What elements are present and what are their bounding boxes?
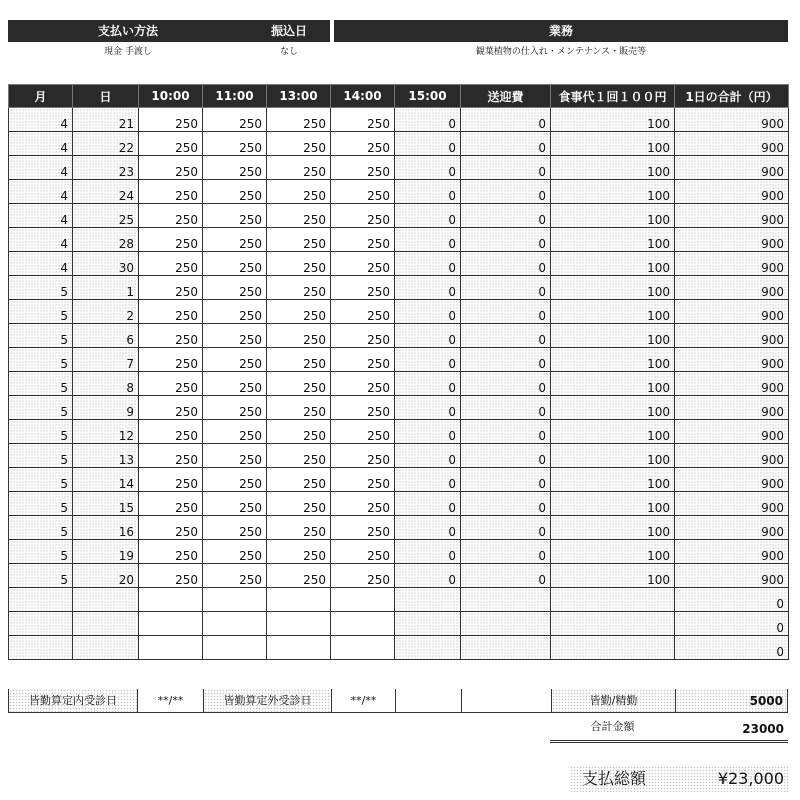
cell-slot-1400: 250 bbox=[331, 540, 395, 564]
cell-slot-1500: 0 bbox=[395, 564, 461, 588]
inside-visit-label: 皆勤算定内受診日 bbox=[8, 689, 138, 713]
cell-daily-total: 900 bbox=[675, 540, 789, 564]
footer-blank-cell bbox=[462, 689, 552, 713]
cell-slot-1300: 250 bbox=[267, 252, 331, 276]
cell-slot-1400: 250 bbox=[331, 396, 395, 420]
cell-slot-1300: 250 bbox=[267, 228, 331, 252]
cell-slot-1400: 250 bbox=[331, 420, 395, 444]
cell-slot-1000: 250 bbox=[139, 324, 203, 348]
cell-day: 14 bbox=[73, 468, 139, 492]
footer-blank-cell bbox=[396, 689, 462, 713]
bonus-label: 皆勤/精勤 bbox=[552, 689, 676, 713]
transfer-day-value: なし bbox=[279, 47, 298, 57]
cell-meal-fee: 100 bbox=[551, 300, 675, 324]
cell-slot-1500: 0 bbox=[395, 324, 461, 348]
table-row bbox=[9, 180, 789, 204]
cell-slot-1100: 250 bbox=[203, 492, 267, 516]
table-row bbox=[9, 420, 789, 444]
cell-slot-1000 bbox=[139, 612, 203, 636]
cell-daily-total: 900 bbox=[675, 348, 789, 372]
cell-transport-fee: 0 bbox=[461, 492, 551, 516]
cell-month: 5 bbox=[9, 372, 73, 396]
cell-slot-1100: 250 bbox=[203, 132, 267, 156]
cell-slot-1000: 250 bbox=[139, 372, 203, 396]
table-row bbox=[9, 348, 789, 372]
column-header-month: 月 bbox=[9, 85, 73, 108]
cell-day: 28 bbox=[73, 228, 139, 252]
cell-day: 1 bbox=[73, 276, 139, 300]
cell-slot-1400 bbox=[331, 588, 395, 612]
cell-slot-1100: 250 bbox=[203, 228, 267, 252]
cell-meal-fee: 100 bbox=[551, 468, 675, 492]
cell-month: 4 bbox=[9, 204, 73, 228]
table-row bbox=[9, 324, 789, 348]
table-row bbox=[9, 636, 789, 660]
cell-daily-total: 900 bbox=[675, 276, 789, 300]
cell-slot-1500: 0 bbox=[395, 444, 461, 468]
cell-daily-total: 900 bbox=[675, 156, 789, 180]
cell-month: 4 bbox=[9, 180, 73, 204]
cell-day: 15 bbox=[73, 492, 139, 516]
cell-slot-1500: 0 bbox=[395, 468, 461, 492]
cell-meal-fee bbox=[551, 588, 675, 612]
cell-slot-1100: 250 bbox=[203, 300, 267, 324]
cell-meal-fee: 100 bbox=[551, 276, 675, 300]
cell-slot-1000: 250 bbox=[139, 156, 203, 180]
cell-slot-1400: 250 bbox=[331, 132, 395, 156]
cell-slot-1300: 250 bbox=[267, 180, 331, 204]
cell-daily-total: 900 bbox=[675, 204, 789, 228]
cell-month bbox=[9, 636, 73, 660]
cell-transport-fee: 0 bbox=[461, 444, 551, 468]
cell-slot-1400: 250 bbox=[331, 156, 395, 180]
table-header-row bbox=[9, 85, 789, 108]
cell-transport-fee: 0 bbox=[461, 564, 551, 588]
cell-slot-1300: 250 bbox=[267, 108, 331, 132]
cell-slot-1300: 250 bbox=[267, 492, 331, 516]
cell-daily-total: 900 bbox=[675, 228, 789, 252]
cell-meal-fee: 100 bbox=[551, 396, 675, 420]
cell-month: 5 bbox=[9, 324, 73, 348]
cell-meal-fee bbox=[551, 612, 675, 636]
cell-day: 30 bbox=[73, 252, 139, 276]
outside-visit-label: 皆勤算定外受診日 bbox=[204, 689, 332, 713]
cell-slot-1300 bbox=[267, 612, 331, 636]
cell-slot-1400: 250 bbox=[331, 468, 395, 492]
cell-day: 16 bbox=[73, 516, 139, 540]
cell-transport-fee: 0 bbox=[461, 276, 551, 300]
cell-slot-1100: 250 bbox=[203, 444, 267, 468]
column-header-slot-1000: 10:00 bbox=[139, 85, 203, 108]
cell-transport-fee: 0 bbox=[461, 300, 551, 324]
table-row bbox=[9, 540, 789, 564]
cell-slot-1400: 250 bbox=[331, 180, 395, 204]
cell-slot-1000: 250 bbox=[139, 492, 203, 516]
cell-slot-1500: 0 bbox=[395, 540, 461, 564]
cell-slot-1100 bbox=[203, 588, 267, 612]
column-header-slot-1500: 15:00 bbox=[395, 85, 461, 108]
table-row bbox=[9, 132, 789, 156]
column-header-transport-fee: 送迎費 bbox=[461, 85, 551, 108]
cell-slot-1400: 250 bbox=[331, 444, 395, 468]
cell-slot-1300: 250 bbox=[267, 276, 331, 300]
cell-slot-1100 bbox=[203, 636, 267, 660]
cell-slot-1300: 250 bbox=[267, 156, 331, 180]
cell-daily-total: 900 bbox=[675, 132, 789, 156]
cell-slot-1000: 250 bbox=[139, 396, 203, 420]
cell-slot-1100: 250 bbox=[203, 204, 267, 228]
cell-slot-1000: 250 bbox=[139, 468, 203, 492]
cell-daily-total: 900 bbox=[675, 108, 789, 132]
cell-meal-fee: 100 bbox=[551, 108, 675, 132]
cell-day bbox=[73, 612, 139, 636]
cell-slot-1000: 250 bbox=[139, 348, 203, 372]
cell-meal-fee: 100 bbox=[551, 516, 675, 540]
cell-slot-1000: 250 bbox=[139, 204, 203, 228]
inside-visit-value: **/** bbox=[138, 689, 204, 713]
table-row bbox=[9, 372, 789, 396]
cell-slot-1300: 250 bbox=[267, 540, 331, 564]
cell-month: 4 bbox=[9, 252, 73, 276]
cell-month: 5 bbox=[9, 516, 73, 540]
table-row bbox=[9, 396, 789, 420]
cell-slot-1500: 0 bbox=[395, 108, 461, 132]
table-row bbox=[9, 228, 789, 252]
cell-daily-total: 900 bbox=[675, 396, 789, 420]
column-header-slot-1100: 11:00 bbox=[203, 85, 267, 108]
cell-daily-total: 900 bbox=[675, 420, 789, 444]
cell-slot-1300: 250 bbox=[267, 348, 331, 372]
cell-slot-1400: 250 bbox=[331, 348, 395, 372]
cell-day: 22 bbox=[73, 132, 139, 156]
cell-slot-1100: 250 bbox=[203, 420, 267, 444]
cell-transport-fee: 0 bbox=[461, 372, 551, 396]
payment-method-value: 現金 手渡し bbox=[104, 47, 152, 57]
cell-transport-fee: 0 bbox=[461, 540, 551, 564]
column-header-daily-total: 1日の合計（円） bbox=[675, 85, 789, 108]
cell-day: 12 bbox=[73, 420, 139, 444]
cell-slot-1100: 250 bbox=[203, 276, 267, 300]
cell-slot-1400: 250 bbox=[331, 228, 395, 252]
cell-day: 8 bbox=[73, 372, 139, 396]
cell-slot-1400: 250 bbox=[331, 492, 395, 516]
cell-slot-1000 bbox=[139, 588, 203, 612]
grand-total-label: 支払総額 bbox=[582, 769, 647, 788]
table-row bbox=[9, 300, 789, 324]
column-header-meal-fee: 食事代１回１００円 bbox=[551, 85, 675, 108]
cell-slot-1500: 0 bbox=[395, 132, 461, 156]
cell-meal-fee: 100 bbox=[551, 324, 675, 348]
cell-daily-total: 900 bbox=[675, 516, 789, 540]
cell-day: 24 bbox=[73, 180, 139, 204]
cell-month bbox=[9, 588, 73, 612]
cell-month: 5 bbox=[9, 468, 73, 492]
cell-slot-1500 bbox=[395, 612, 461, 636]
cell-slot-1100: 250 bbox=[203, 180, 267, 204]
grand-total bbox=[570, 766, 788, 792]
table-row bbox=[9, 444, 789, 468]
cell-daily-total: 900 bbox=[675, 324, 789, 348]
cell-day: 20 bbox=[73, 564, 139, 588]
cell-transport-fee: 0 bbox=[461, 108, 551, 132]
payment-info-header bbox=[8, 20, 788, 62]
cell-slot-1300: 250 bbox=[267, 420, 331, 444]
cell-daily-total: 900 bbox=[675, 372, 789, 396]
cell-slot-1300: 250 bbox=[267, 204, 331, 228]
total-amount-row bbox=[550, 714, 788, 743]
cell-slot-1500: 0 bbox=[395, 516, 461, 540]
cell-slot-1100: 250 bbox=[203, 516, 267, 540]
column-header-day: 日 bbox=[73, 85, 139, 108]
cell-day: 23 bbox=[73, 156, 139, 180]
cell-day bbox=[73, 636, 139, 660]
cell-day: 25 bbox=[73, 204, 139, 228]
cell-daily-total: 900 bbox=[675, 444, 789, 468]
cell-slot-1000: 250 bbox=[139, 564, 203, 588]
cell-slot-1500: 0 bbox=[395, 372, 461, 396]
cell-day: 21 bbox=[73, 108, 139, 132]
cell-month: 5 bbox=[9, 444, 73, 468]
cell-transport-fee: 0 bbox=[461, 132, 551, 156]
cell-month bbox=[9, 612, 73, 636]
cell-month: 4 bbox=[9, 108, 73, 132]
cell-slot-1100: 250 bbox=[203, 396, 267, 420]
table-row bbox=[9, 468, 789, 492]
cell-slot-1300: 250 bbox=[267, 396, 331, 420]
column-header-slot-1400: 14:00 bbox=[331, 85, 395, 108]
cell-meal-fee: 100 bbox=[551, 564, 675, 588]
table-row bbox=[9, 252, 789, 276]
total-amount-value: 23000 bbox=[742, 722, 784, 736]
cell-slot-1300: 250 bbox=[267, 300, 331, 324]
cell-slot-1100: 250 bbox=[203, 348, 267, 372]
cell-daily-total: 900 bbox=[675, 300, 789, 324]
cell-meal-fee: 100 bbox=[551, 180, 675, 204]
cell-transport-fee: 0 bbox=[461, 180, 551, 204]
cell-month: 5 bbox=[9, 540, 73, 564]
cell-slot-1400: 250 bbox=[331, 564, 395, 588]
cell-day: 13 bbox=[73, 444, 139, 468]
business-label: 業務 bbox=[334, 20, 788, 42]
outside-visit-value: **/** bbox=[332, 689, 396, 713]
cell-slot-1500: 0 bbox=[395, 300, 461, 324]
cell-month: 5 bbox=[9, 396, 73, 420]
payment-method-label: 支払い方法 bbox=[8, 20, 248, 42]
cell-slot-1400: 250 bbox=[331, 252, 395, 276]
cell-meal-fee bbox=[551, 636, 675, 660]
cell-slot-1000: 250 bbox=[139, 444, 203, 468]
cell-transport-fee: 0 bbox=[461, 204, 551, 228]
table-row bbox=[9, 612, 789, 636]
cell-daily-total: 900 bbox=[675, 468, 789, 492]
cell-slot-1000: 250 bbox=[139, 276, 203, 300]
cell-daily-total: 900 bbox=[675, 564, 789, 588]
cell-day: 9 bbox=[73, 396, 139, 420]
cell-slot-1400: 250 bbox=[331, 516, 395, 540]
table-row bbox=[9, 108, 789, 132]
cell-meal-fee: 100 bbox=[551, 132, 675, 156]
cell-transport-fee: 0 bbox=[461, 348, 551, 372]
cell-daily-total: 900 bbox=[675, 252, 789, 276]
cell-month: 4 bbox=[9, 156, 73, 180]
grand-total-value: ¥23,000 bbox=[717, 769, 784, 788]
attendance-table bbox=[8, 84, 789, 660]
table-row bbox=[9, 156, 789, 180]
cell-meal-fee: 100 bbox=[551, 348, 675, 372]
cell-slot-1000: 250 bbox=[139, 420, 203, 444]
cell-meal-fee: 100 bbox=[551, 372, 675, 396]
cell-day: 7 bbox=[73, 348, 139, 372]
cell-meal-fee: 100 bbox=[551, 252, 675, 276]
cell-meal-fee: 100 bbox=[551, 156, 675, 180]
cell-transport-fee bbox=[461, 612, 551, 636]
cell-slot-1500 bbox=[395, 636, 461, 660]
cell-daily-total: 0 bbox=[675, 588, 789, 612]
transfer-day-label: 振込日 bbox=[248, 20, 330, 42]
cell-slot-1100: 250 bbox=[203, 372, 267, 396]
cell-slot-1400 bbox=[331, 612, 395, 636]
cell-daily-total: 0 bbox=[675, 612, 789, 636]
cell-slot-1100: 250 bbox=[203, 468, 267, 492]
table-row bbox=[9, 516, 789, 540]
cell-slot-1000: 250 bbox=[139, 108, 203, 132]
cell-slot-1300: 250 bbox=[267, 324, 331, 348]
cell-slot-1300: 250 bbox=[267, 468, 331, 492]
cell-slot-1400: 250 bbox=[331, 108, 395, 132]
cell-daily-total: 900 bbox=[675, 492, 789, 516]
cell-slot-1500: 0 bbox=[395, 396, 461, 420]
cell-slot-1500: 0 bbox=[395, 180, 461, 204]
cell-slot-1500: 0 bbox=[395, 492, 461, 516]
total-amount-label: 合計金額 bbox=[590, 720, 635, 733]
cell-slot-1500: 0 bbox=[395, 276, 461, 300]
cell-transport-fee: 0 bbox=[461, 228, 551, 252]
cell-transport-fee bbox=[461, 636, 551, 660]
table-row bbox=[9, 492, 789, 516]
cell-meal-fee: 100 bbox=[551, 204, 675, 228]
cell-slot-1300 bbox=[267, 636, 331, 660]
cell-slot-1400: 250 bbox=[331, 300, 395, 324]
cell-slot-1100: 250 bbox=[203, 540, 267, 564]
cell-slot-1000: 250 bbox=[139, 540, 203, 564]
cell-slot-1300: 250 bbox=[267, 516, 331, 540]
cell-day: 2 bbox=[73, 300, 139, 324]
cell-transport-fee: 0 bbox=[461, 324, 551, 348]
cell-meal-fee: 100 bbox=[551, 228, 675, 252]
cell-month: 5 bbox=[9, 564, 73, 588]
cell-day bbox=[73, 588, 139, 612]
cell-slot-1000: 250 bbox=[139, 300, 203, 324]
cell-slot-1100: 250 bbox=[203, 108, 267, 132]
cell-slot-1500: 0 bbox=[395, 156, 461, 180]
cell-transport-fee bbox=[461, 588, 551, 612]
cell-slot-1300: 250 bbox=[267, 372, 331, 396]
cell-transport-fee: 0 bbox=[461, 252, 551, 276]
cell-slot-1500: 0 bbox=[395, 252, 461, 276]
cell-slot-1500: 0 bbox=[395, 204, 461, 228]
cell-meal-fee: 100 bbox=[551, 444, 675, 468]
cell-slot-1400: 250 bbox=[331, 276, 395, 300]
cell-slot-1000: 250 bbox=[139, 228, 203, 252]
cell-slot-1500: 0 bbox=[395, 228, 461, 252]
cell-slot-1300: 250 bbox=[267, 132, 331, 156]
cell-transport-fee: 0 bbox=[461, 516, 551, 540]
cell-slot-1100: 250 bbox=[203, 156, 267, 180]
cell-slot-1400: 250 bbox=[331, 204, 395, 228]
cell-transport-fee: 0 bbox=[461, 420, 551, 444]
cell-transport-fee: 0 bbox=[461, 468, 551, 492]
cell-slot-1000: 250 bbox=[139, 132, 203, 156]
cell-meal-fee: 100 bbox=[551, 540, 675, 564]
cell-month: 4 bbox=[9, 228, 73, 252]
column-header-slot-1300: 13:00 bbox=[267, 85, 331, 108]
cell-month: 5 bbox=[9, 276, 73, 300]
cell-slot-1000: 250 bbox=[139, 516, 203, 540]
cell-slot-1500: 0 bbox=[395, 348, 461, 372]
cell-month: 5 bbox=[9, 348, 73, 372]
cell-slot-1500 bbox=[395, 588, 461, 612]
cell-slot-1000: 250 bbox=[139, 180, 203, 204]
attendance-footer bbox=[8, 689, 788, 713]
table-row bbox=[9, 588, 789, 612]
cell-slot-1100: 250 bbox=[203, 252, 267, 276]
cell-daily-total: 900 bbox=[675, 180, 789, 204]
cell-transport-fee: 0 bbox=[461, 396, 551, 420]
cell-month: 4 bbox=[9, 132, 73, 156]
cell-slot-1100 bbox=[203, 612, 267, 636]
cell-slot-1100: 250 bbox=[203, 564, 267, 588]
cell-day: 19 bbox=[73, 540, 139, 564]
cell-slot-1100: 250 bbox=[203, 324, 267, 348]
business-value: 観葉植物の仕入れ・メンテナンス・販売等 bbox=[475, 47, 647, 57]
cell-slot-1400: 250 bbox=[331, 372, 395, 396]
cell-slot-1000: 250 bbox=[139, 252, 203, 276]
table-row bbox=[9, 564, 789, 588]
cell-meal-fee: 100 bbox=[551, 492, 675, 516]
cell-day: 6 bbox=[73, 324, 139, 348]
cell-month: 5 bbox=[9, 492, 73, 516]
cell-slot-1000 bbox=[139, 636, 203, 660]
cell-slot-1300: 250 bbox=[267, 444, 331, 468]
cell-slot-1300: 250 bbox=[267, 564, 331, 588]
cell-meal-fee: 100 bbox=[551, 420, 675, 444]
bonus-value: 5000 bbox=[676, 689, 788, 713]
cell-daily-total: 0 bbox=[675, 636, 789, 660]
table-row bbox=[9, 204, 789, 228]
cell-month: 5 bbox=[9, 420, 73, 444]
cell-month: 5 bbox=[9, 300, 73, 324]
cell-slot-1500: 0 bbox=[395, 420, 461, 444]
cell-transport-fee: 0 bbox=[461, 156, 551, 180]
cell-slot-1300 bbox=[267, 588, 331, 612]
cell-slot-1400: 250 bbox=[331, 324, 395, 348]
table-row bbox=[9, 276, 789, 300]
cell-slot-1400 bbox=[331, 636, 395, 660]
